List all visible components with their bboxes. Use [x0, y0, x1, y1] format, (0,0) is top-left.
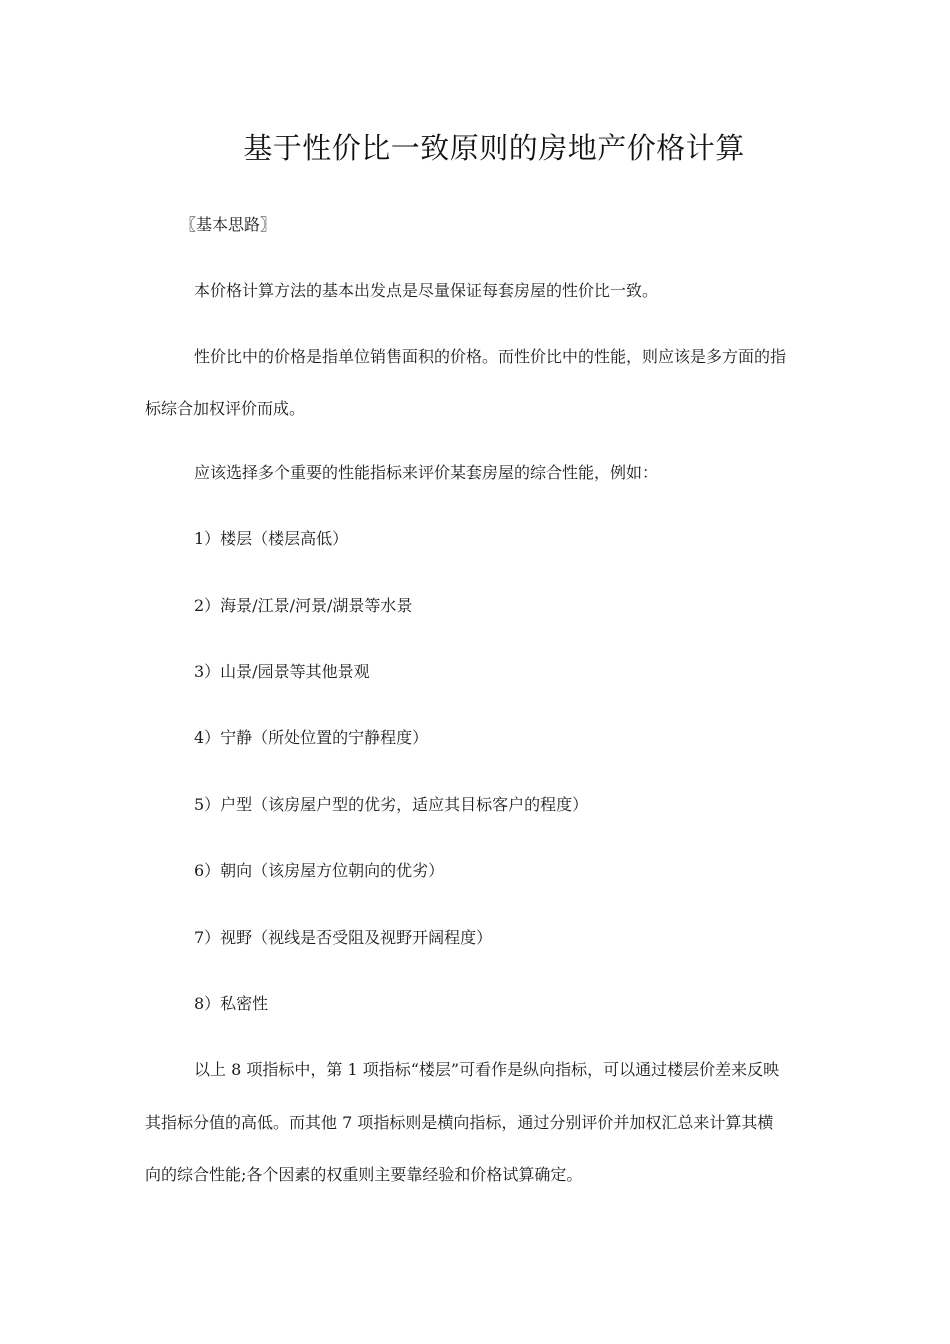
paragraph-summary-line-3: 向的综合性能;各个因素的权重则主要靠经验和价格试算确定。	[145, 1165, 583, 1184]
paragraph-price-definition-line-1: 性价比中的价格是指单位销售面积的价格。而性价比中的性能，则应该是多方面的指	[194, 347, 787, 366]
list-item: 7）视野（视线是否受阻及视野开阔程度）	[194, 928, 493, 947]
list-item: 1）楼层（楼层高低）	[194, 529, 349, 548]
section-heading: 〖基本思路〗	[180, 215, 277, 234]
paragraph-summary-line-1: 以上 8 项指标中，第 1 项指标“楼层”可看作是纵向指标，可以通过楼层价差来反映	[194, 1060, 780, 1079]
paragraph-intro: 本价格计算方法的基本出发点是尽量保证每套房屋的性价比一致。	[194, 281, 659, 300]
document-title: 基于性价比一致原则的房地产价格计算	[243, 131, 745, 165]
paragraph-price-definition-line-2: 标综合加权评价而成。	[145, 399, 306, 418]
list-item: 2）海景/江景/河景/湖景等水景	[194, 596, 413, 615]
paragraph-summary-line-2: 其指标分值的高低。而其他 7 项指标则是横向指标，通过分别评价并加权汇总来计算其横	[145, 1113, 774, 1132]
list-item: 5）户型（该房屋户型的优劣，适应其目标客户的程度）	[194, 795, 589, 814]
paragraph-indicator-intro: 应该选择多个重要的性能指标来评价某套房屋的综合性能，例如：	[194, 463, 659, 482]
list-item: 4）宁静（所处位置的宁静程度）	[194, 728, 429, 747]
list-item: 6）朝向（该房屋方位朝向的优劣）	[194, 861, 445, 880]
list-item: 3）山景/园景等其他景观	[194, 662, 370, 681]
list-item: 8）私密性	[194, 994, 269, 1013]
